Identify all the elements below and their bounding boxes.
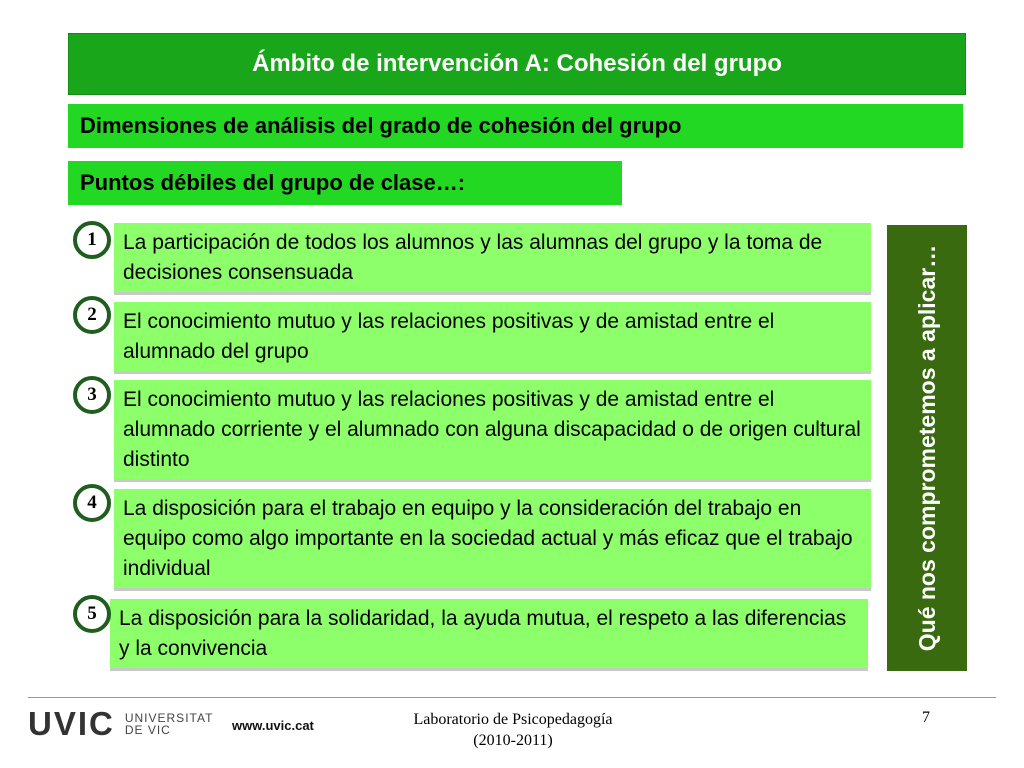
list-item-text: La disposición para el trabajo en equipo y la consideración del trabajo en equipo como algo importante en la sociedad actual y más eficaz que el trabajo individual — [123, 496, 853, 580]
list-item — [114, 489, 871, 591]
list-item — [114, 223, 871, 295]
list-item — [110, 599, 868, 671]
slide-subtitle: Dimensiones de análisis del grado de cohesión del grupo — [68, 104, 963, 148]
list-item-text: El conocimiento mutuo y las relaciones positivas y de amistad entre el alumnado del grupo — [123, 309, 775, 363]
footer-center-line-1: Laboratorio de Psicopedagogía — [413, 711, 613, 728]
logo-line-2: DE VIC — [124, 723, 171, 737]
logo-line-1: UNIVERSITAT — [124, 711, 214, 725]
side-panel-text: Qué nos comprometemos a aplicar… — [914, 244, 940, 652]
footer-center-text — [358, 709, 668, 751]
footer-divider — [28, 697, 996, 698]
item-number-badge: 4 — [73, 484, 111, 522]
item-number-badge: 1 — [73, 221, 111, 259]
footer-center-line-2: (2010-2011) — [473, 732, 553, 749]
item-number-badge: 2 — [73, 296, 111, 334]
logo-subtitle — [125, 712, 214, 736]
list-item-text: La disposición para la solidaridad, la ayuda mutua, el respeto a las diferencias y la convivencia — [119, 606, 847, 660]
logo-mark: UVIC — [28, 705, 115, 742]
list-item — [114, 302, 871, 374]
section-label: Puntos débiles del grupo de clase…: — [68, 161, 622, 205]
list-item-text: El conocimiento mutuo y las relaciones positivas y de amistad entre el alumnado corriente y el alumnado con alguna discapacidad o de origen cultural distinto — [123, 387, 861, 471]
list-item-text: La participación de todos los alumnos y las alumnas del grupo y la toma de decisiones consensuada — [123, 230, 823, 284]
uvic-logo — [28, 705, 214, 742]
list-item — [114, 380, 871, 482]
footer-url: www.uvic.cat — [232, 718, 314, 733]
item-number-badge: 3 — [73, 376, 111, 414]
item-number-badge: 5 — [73, 595, 111, 633]
side-panel — [887, 225, 967, 671]
page-number: 7 — [922, 709, 930, 726]
slide-title: Ámbito de intervención A: Cohesión del grupo — [68, 33, 966, 95]
